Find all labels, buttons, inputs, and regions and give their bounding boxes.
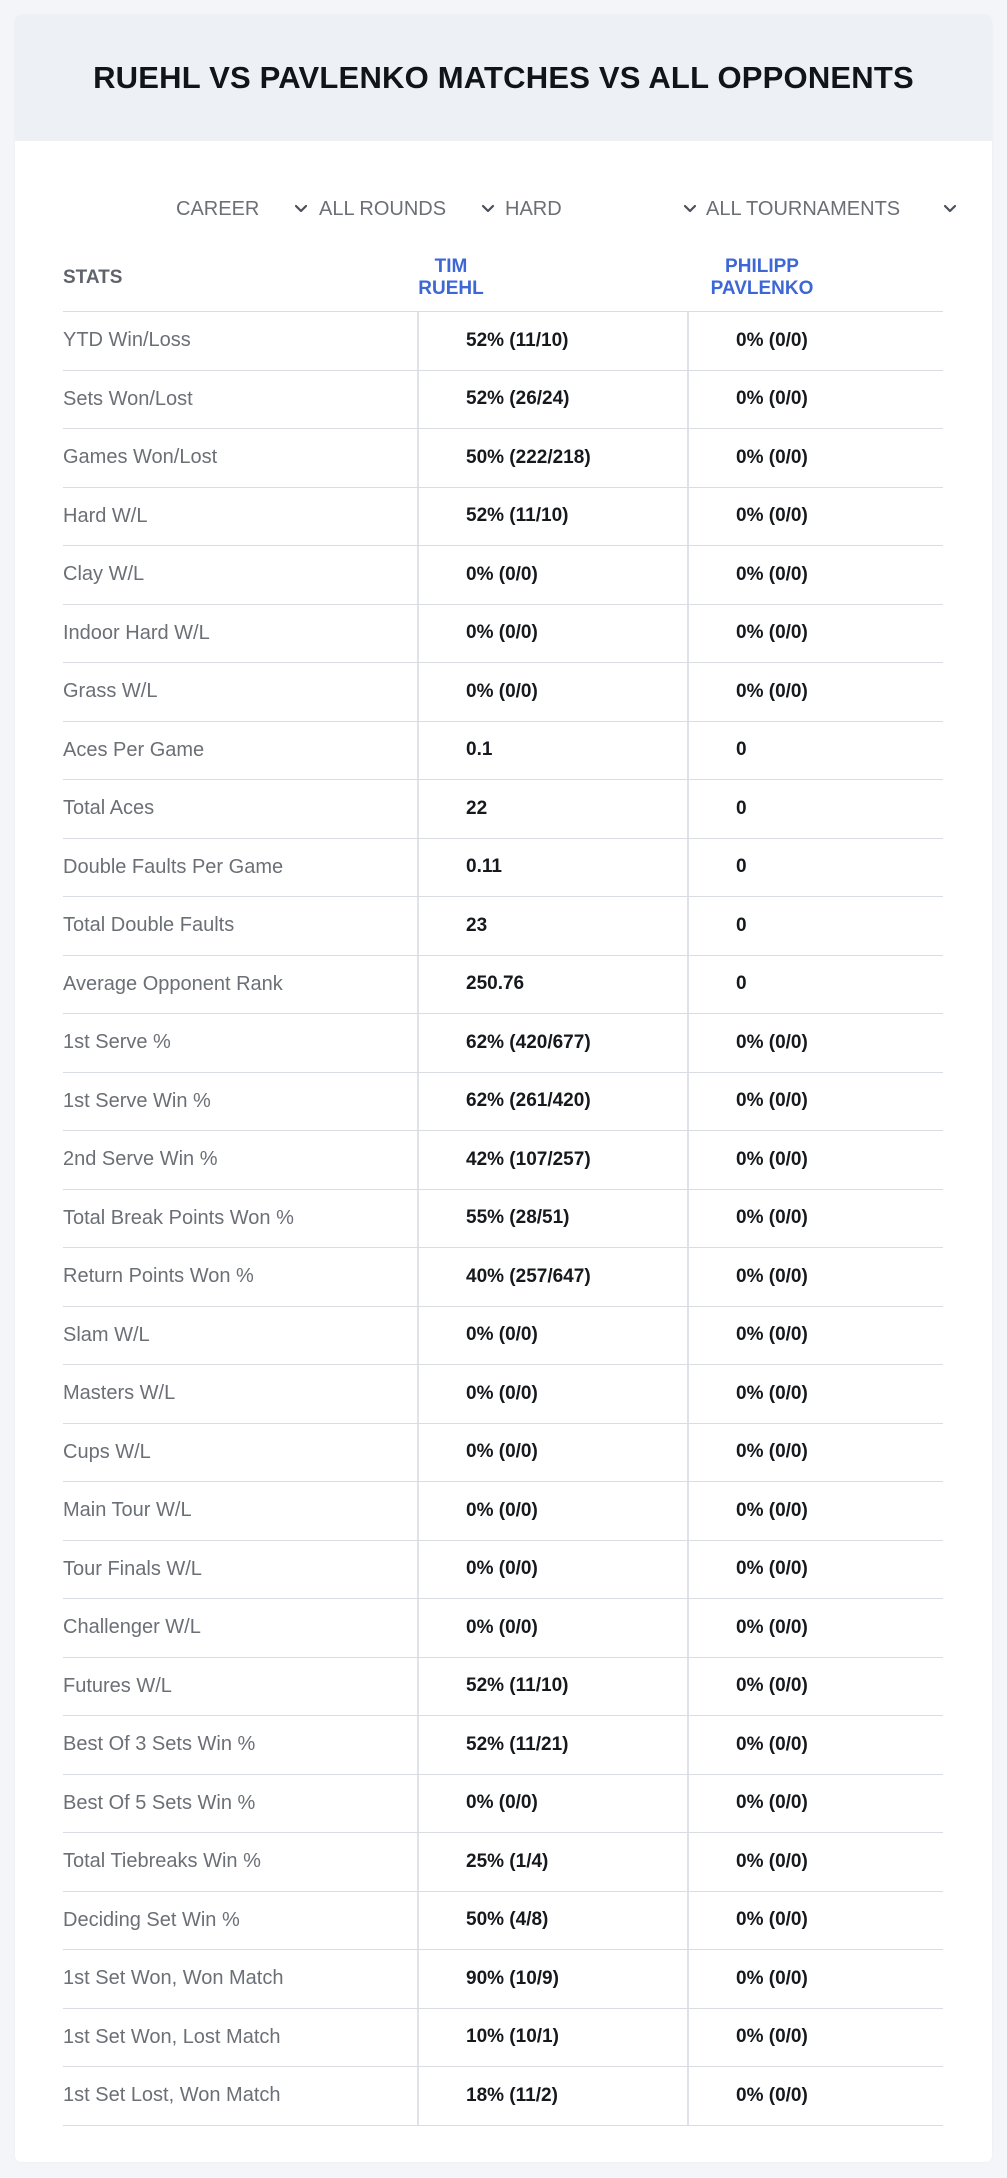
table-row	[63, 722, 943, 781]
stat-label: Tour Finals W/L	[63, 1557, 202, 1580]
filter-bar	[15, 187, 992, 231]
player1-value: 0.11	[417, 839, 687, 897]
tournament-select[interactable]	[706, 187, 961, 231]
player1-value: 22	[417, 780, 687, 838]
stat-label: 1st Set Won, Lost Match	[63, 2025, 281, 2048]
player1-value: 52% (11/10)	[417, 312, 687, 370]
stat-label: Indoor Hard W/L	[63, 621, 210, 644]
table-row	[63, 1190, 943, 1249]
player1-value: 10% (10/1)	[417, 2009, 687, 2067]
player1-value: 0% (0/0)	[417, 1482, 687, 1540]
player2-value: 0% (0/0)	[687, 1716, 943, 1774]
stat-label: Best Of 3 Sets Win %	[63, 1733, 256, 1756]
player1-value: 23	[417, 897, 687, 955]
stat-label: Main Tour W/L	[63, 1499, 192, 1522]
player2-value: 0% (0/0)	[687, 1833, 943, 1891]
stat-label: Average Opponent Rank	[63, 972, 283, 995]
stats-table	[63, 245, 943, 2126]
stat-label: Clay W/L	[63, 563, 145, 586]
table-row	[63, 1716, 943, 1775]
stat-label: 2nd Serve Win %	[63, 1148, 218, 1171]
stat-label: Slam W/L	[63, 1323, 150, 1346]
player2-value: 0% (0/0)	[687, 429, 943, 487]
player1-value: 42% (107/257)	[417, 1131, 687, 1189]
player2-value: 0% (0/0)	[687, 1424, 943, 1482]
player1-value: 52% (11/10)	[417, 488, 687, 546]
player2-value: 0% (0/0)	[687, 1365, 943, 1423]
player2-value: 0% (0/0)	[687, 1014, 943, 1072]
player1-link[interactable]: TIM RUEHL	[418, 256, 484, 299]
stat-label: Futures W/L	[63, 1674, 172, 1697]
stat-label: 1st Set Lost, Won Match	[63, 2084, 281, 2107]
player2-value: 0% (0/0)	[687, 1950, 943, 2008]
stat-label: Return Points Won %	[63, 1265, 254, 1288]
table-row	[63, 1482, 943, 1541]
table-row	[63, 2009, 943, 2068]
table-row	[63, 429, 943, 488]
player1-value: 50% (222/218)	[417, 429, 687, 487]
player2-value: 0% (0/0)	[687, 1482, 943, 1540]
player1-value: 0% (0/0)	[417, 605, 687, 663]
player2-value: 0% (0/0)	[687, 1775, 943, 1833]
player1-value: 0% (0/0)	[417, 1775, 687, 1833]
table-row	[63, 546, 943, 605]
player2-value: 0% (0/0)	[687, 2009, 943, 2067]
surface-select[interactable]	[505, 187, 701, 231]
table-row	[63, 371, 943, 430]
player1-value: 0.1	[417, 722, 687, 780]
table-row	[63, 1365, 943, 1424]
table-row	[63, 663, 943, 722]
player2-value: 0% (0/0)	[687, 488, 943, 546]
table-row	[63, 1307, 943, 1366]
stat-label: Total Tiebreaks Win %	[63, 1850, 261, 1873]
player1-value: 0% (0/0)	[417, 1541, 687, 1599]
table-row	[63, 897, 943, 956]
table-row	[63, 2067, 943, 2126]
stat-label: 1st Set Won, Won Match	[63, 1967, 284, 1990]
table-row	[63, 1892, 943, 1951]
player1-value: 52% (26/24)	[417, 371, 687, 429]
player1-value: 250.76	[417, 956, 687, 1014]
table-row	[63, 1775, 943, 1834]
column-header-stats: STATS	[63, 267, 123, 288]
chevron-down-icon	[939, 198, 961, 220]
player2-value: 0	[687, 956, 943, 1014]
stat-label: YTD Win/Loss	[63, 329, 191, 352]
stat-label: Aces Per Game	[63, 738, 205, 761]
stat-label: Deciding Set Win %	[63, 1908, 240, 1931]
stat-label: Sets Won/Lost	[63, 387, 193, 410]
stat-label: Cups W/L	[63, 1440, 151, 1463]
table-row	[63, 1599, 943, 1658]
stat-label: Challenger W/L	[63, 1616, 201, 1639]
table-row	[63, 1248, 943, 1307]
table-row	[63, 1131, 943, 1190]
stat-label: 1st Serve %	[63, 1031, 171, 1054]
player2-value: 0% (0/0)	[687, 371, 943, 429]
player2-value: 0% (0/0)	[687, 2067, 943, 2125]
stat-label: Masters W/L	[63, 1382, 176, 1405]
stats-card	[15, 15, 992, 2162]
table-row	[63, 956, 943, 1015]
player1-value: 0% (0/0)	[417, 546, 687, 604]
table-row	[63, 488, 943, 547]
table-row	[63, 1950, 943, 2009]
stat-label: 1st Serve Win %	[63, 1089, 211, 1112]
player1-value: 62% (420/677)	[417, 1014, 687, 1072]
player1-value: 62% (261/420)	[417, 1073, 687, 1131]
table-row	[63, 1014, 943, 1073]
table-row	[63, 1073, 943, 1132]
player2-value: 0	[687, 722, 943, 780]
player1-value: 52% (11/21)	[417, 1716, 687, 1774]
player1-value: 52% (11/10)	[417, 1658, 687, 1716]
player2-value: 0% (0/0)	[687, 1248, 943, 1306]
player2-value: 0% (0/0)	[687, 1541, 943, 1599]
stat-label: Hard W/L	[63, 504, 148, 527]
player1-value: 0% (0/0)	[417, 1365, 687, 1423]
stat-label: Total Double Faults	[63, 914, 235, 937]
table-row	[63, 780, 943, 839]
player2-value: 0% (0/0)	[687, 312, 943, 370]
player1-value: 0% (0/0)	[417, 1307, 687, 1365]
chevron-down-icon	[477, 198, 499, 220]
player1-value: 50% (4/8)	[417, 1892, 687, 1950]
period-select-value: CAREER	[176, 197, 260, 220]
player2-value: 0	[687, 897, 943, 955]
player2-value: 0% (0/0)	[687, 546, 943, 604]
round-select-value: ALL ROUNDS	[319, 197, 447, 220]
player2-value: 0% (0/0)	[687, 605, 943, 663]
player2-value: 0% (0/0)	[687, 1599, 943, 1657]
table-row	[63, 312, 943, 371]
player1-value: 55% (28/51)	[417, 1190, 687, 1248]
player2-value: 0% (0/0)	[687, 1892, 943, 1950]
table-row	[63, 1541, 943, 1600]
player1-value: 18% (11/2)	[417, 2067, 687, 2125]
player1-value: 40% (257/647)	[417, 1248, 687, 1306]
table-row	[63, 1424, 943, 1483]
table-row	[63, 839, 943, 898]
chevron-down-icon	[290, 198, 312, 220]
stat-label: Double Faults Per Game	[63, 855, 284, 878]
player1-value: 0% (0/0)	[417, 1599, 687, 1657]
player2-value: 0% (0/0)	[687, 663, 943, 721]
player1-value: 25% (1/4)	[417, 1833, 687, 1891]
player2-value: 0% (0/0)	[687, 1307, 943, 1365]
table-body	[63, 312, 943, 2126]
stat-label: Games Won/Lost	[63, 446, 218, 469]
table-row	[63, 1658, 943, 1717]
surface-select-value: HARD	[505, 197, 562, 220]
player1-value: 90% (10/9)	[417, 1950, 687, 2008]
player1-value: 0% (0/0)	[417, 663, 687, 721]
player2-value: 0% (0/0)	[687, 1190, 943, 1248]
stat-label: Grass W/L	[63, 680, 158, 703]
player2-value: 0% (0/0)	[687, 1131, 943, 1189]
table-row	[63, 1833, 943, 1892]
player2-link[interactable]: PHILIPP PAVLENKO	[710, 256, 814, 299]
period-select[interactable]	[176, 187, 312, 231]
page-title: RUEHL VS PAVLENKO MATCHES VS ALL OPPONENTS	[93, 60, 914, 95]
table-header	[63, 245, 943, 312]
player2-value: 0% (0/0)	[687, 1658, 943, 1716]
player2-value: 0% (0/0)	[687, 1073, 943, 1131]
card-header	[15, 15, 992, 141]
player1-value: 0% (0/0)	[417, 1424, 687, 1482]
stat-label: Total Aces	[63, 797, 155, 820]
table-row	[63, 605, 943, 664]
chevron-down-icon	[679, 198, 701, 220]
stat-label: Total Break Points Won %	[63, 1206, 294, 1229]
tournament-select-value: ALL TOURNAMENTS	[706, 197, 901, 220]
round-select[interactable]	[319, 187, 499, 231]
stat-label: Best Of 5 Sets Win %	[63, 1791, 256, 1814]
player2-value: 0	[687, 780, 943, 838]
player2-value: 0	[687, 839, 943, 897]
